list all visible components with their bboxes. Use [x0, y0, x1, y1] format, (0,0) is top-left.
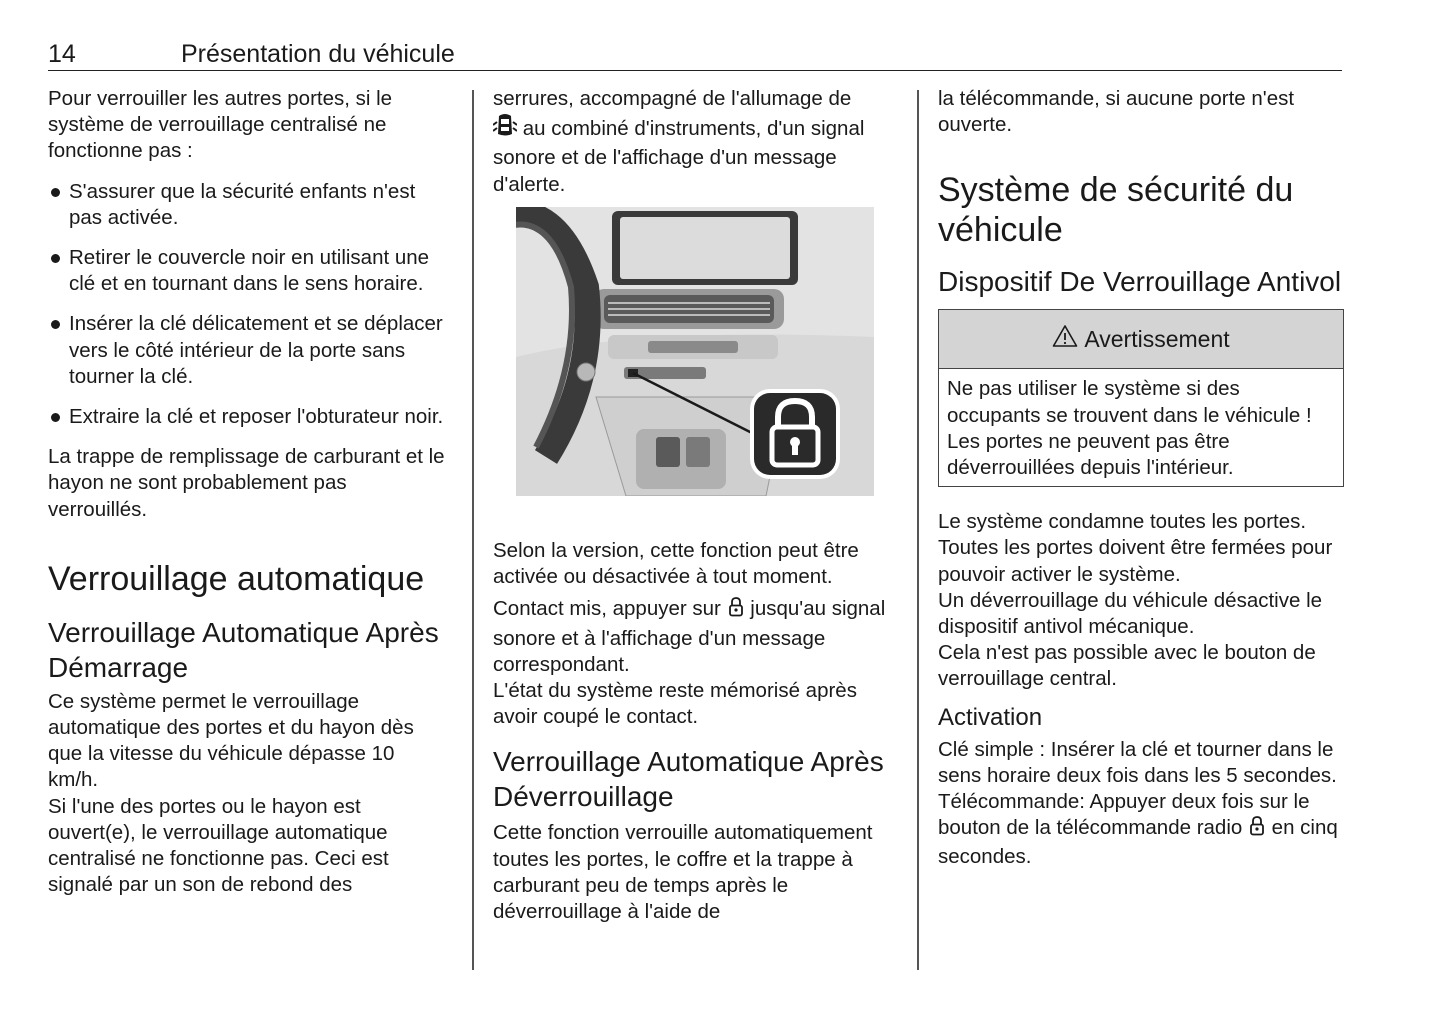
text-span: au combiné d'instruments, d'un signal sonore et de l'affichage d'un message d'alerte. [493, 117, 865, 196]
paragraph: Selon la version, cette fonction peut être activée ou désactivée à tout moment. [493, 539, 859, 589]
intro-paragraph: Pour verrouiller les autres portes, si le système de verrouillage centralisé ne fonctionne pas : [48, 87, 393, 163]
paragraph: Cette fonction verrouille automatiquement toutes les portes, le coffre et la trappe à carburant peu de temps après le déverrouillage à l'aide de [493, 821, 873, 924]
lock-icon [1248, 815, 1266, 844]
warning-title: Avertissement [1084, 325, 1230, 352]
warning-body [939, 369, 1343, 486]
page-header [48, 38, 1342, 71]
paragraph [938, 789, 1344, 871]
page-title: Présentation du véhicule [181, 40, 455, 68]
steps-list [48, 179, 448, 431]
paragraph: Cela n'est pas possible avec le bouton de verrouillage central. [938, 641, 1316, 691]
paragraph: Le système condamne toutes les portes. Toutes les portes doivent être fermées pour pouvoir activer le système. [938, 510, 1333, 586]
subsection-heading: Activation [938, 703, 1043, 731]
paragraph [493, 596, 893, 678]
text-span: en cinq secondes. [938, 816, 1338, 869]
text-span: Contact mis, appuyer sur [493, 597, 727, 621]
list-item: Extraire la clé et reposer l'obturateur noir. [48, 404, 448, 430]
section-heading: Verrouillage automatique [48, 559, 425, 598]
fuel-note: La trappe de remplissage de carburant et le hayon ne sont probablement pas verrouillés. [48, 445, 445, 521]
column-divider [472, 90, 474, 970]
door-open-warning-icon [493, 112, 517, 145]
text-span: jusqu'au signal sonore et à l'affichage d'un message correspondant. [493, 597, 886, 676]
paragraph: la télécommande, si aucune porte n'est ouverte. [938, 87, 1295, 137]
warning-box [938, 309, 1344, 487]
text-span: Télécommande: Appuyer deux fois sur le bouton de la télécommande radio [938, 790, 1310, 840]
warning-triangle-icon [1052, 324, 1078, 354]
column-middle-lower [493, 538, 893, 925]
lock-icon [727, 596, 745, 625]
warning-text: Ne pas utiliser le système si des occupants se trouvent dans le véhicule ! Les portes ne peuvent pas être déverrouillées depuis l'intérieur. [947, 377, 1312, 480]
subsection-heading: Verrouillage Automatique Après Déverrouillage [493, 746, 884, 813]
page-number: 14 [48, 40, 76, 68]
paragraph: Si l'une des portes ou le hayon est ouvert(e), le verrouillage automatique centralisé ne fonctionne pas. Ceci est signalé par un son de rebond des [48, 794, 389, 897]
column-right [938, 86, 1344, 871]
paragraph: L'état du système reste mémorisé après avoir coupé le contact. [493, 679, 857, 729]
list-item: S'assurer que la sécurité enfants n'est pas activée. [48, 179, 448, 231]
subsection-heading: Verrouillage Automatique Après Démarrage [48, 616, 439, 683]
section-heading: Système de sécurité du véhicule [938, 171, 1294, 250]
list-item: Insérer la clé délicatement et se déplacer vers le côté intérieur de la porte sans tourner la clé. [48, 311, 448, 390]
column-middle [493, 86, 893, 198]
paragraph: Un déverrouillage du véhicule désactive le dispositif antivol mécanique. [938, 588, 1323, 639]
paragraph [493, 86, 893, 198]
list-item: Retirer le couvercle noir en utilisant une clé et en tournant dans le sens horaire. [48, 245, 448, 297]
warning-header [939, 310, 1343, 369]
subsection-heading: Dispositif De Verrouillage Antivol [938, 266, 1342, 298]
column-divider [917, 90, 919, 970]
paragraph: Ce système permet le verrouillage automatique des portes et du hayon dès que la vitesse du véhicule dépasse 10 km/h. [48, 689, 414, 792]
dashboard-illustration [516, 207, 874, 496]
text-span: serrures, accompagné de l'allumage de [493, 87, 852, 110]
paragraph: Clé simple : Insérer la clé et tourner dans le sens horaire deux fois dans les 5 secondes. [938, 737, 1337, 787]
column-left [48, 86, 448, 898]
